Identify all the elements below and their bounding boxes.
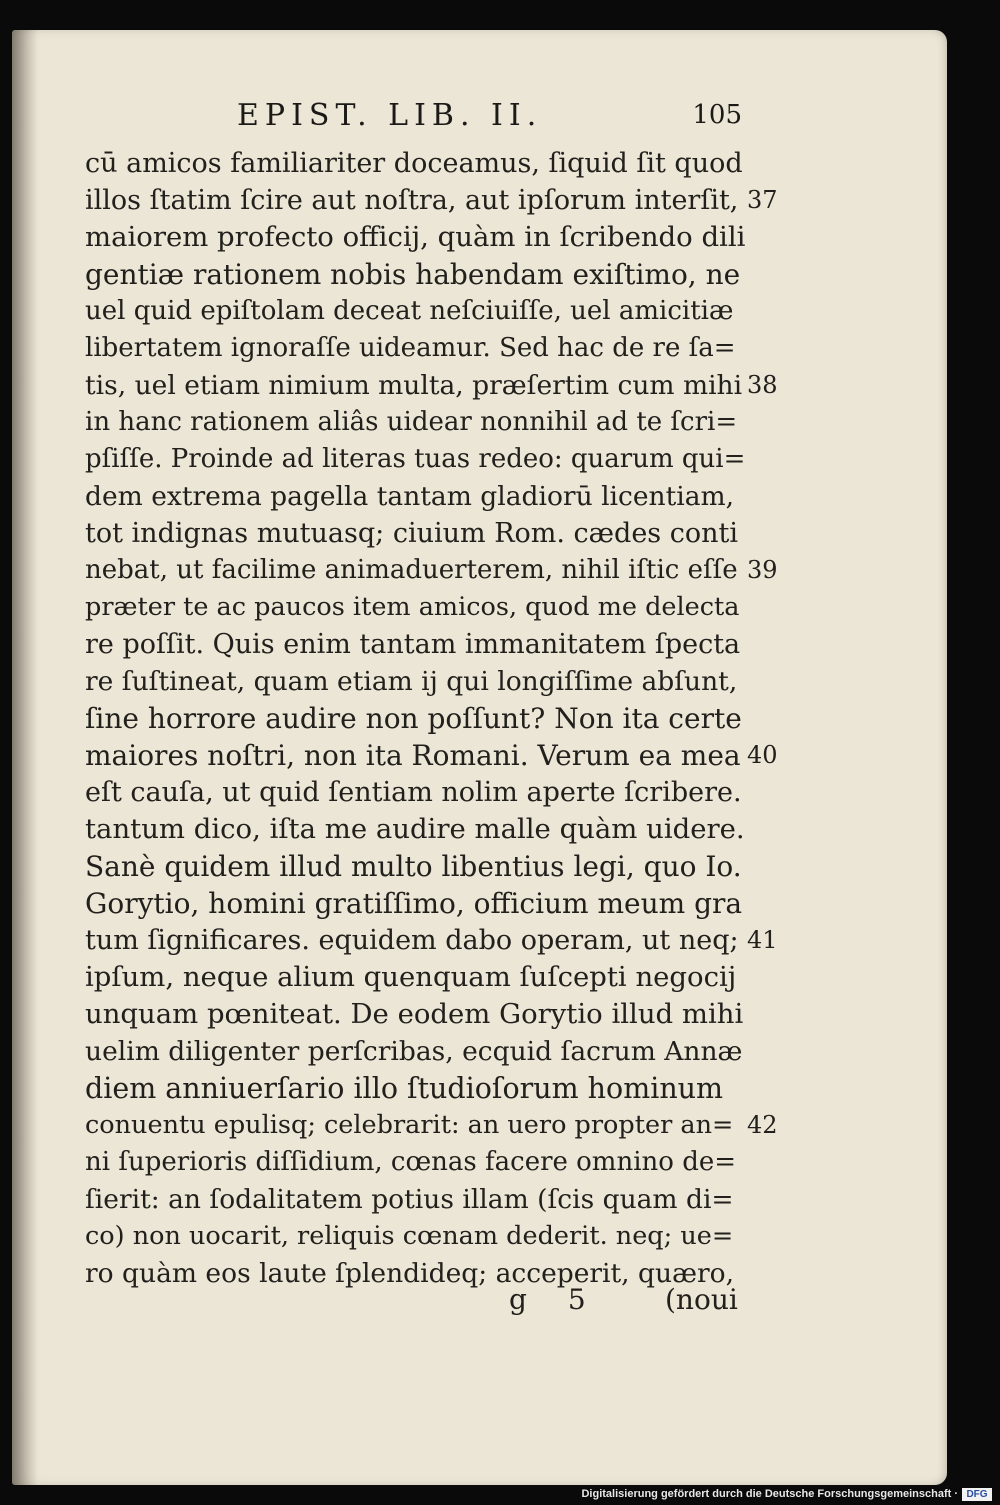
text-line: ſine horrore audire non poſſunt? Non ita certe <box>85 702 742 735</box>
text-line: unquam pœniteat. De eodem Gorytio illud mihi <box>85 998 744 1030</box>
text-line: Gorytio, homini gratiſſimo, officium meum gra <box>85 887 743 920</box>
text-line: ipſum, neque alium quenquam ſuſcepti negocij <box>85 961 737 993</box>
gutter-shadow <box>12 30 38 1485</box>
text-line: conuentu epulisq; celebrarit: an uero propter an= <box>85 1110 734 1140</box>
text-line: in hanc rationem aliâs uidear nonnihil ad te ſcri= <box>85 407 738 437</box>
text-line: illos ſtatim ſcire aut noſtra, aut ipſorum interſit, <box>85 185 739 216</box>
text-line: re ſuſtineat, quam etiam ij qui longiſſime abſunt, <box>85 666 738 697</box>
text-line: eſt cauſa, ut quid ſentiam nolim aperte ſcribere. <box>85 777 742 808</box>
text-line: ro quàm eos laute ſplendideq; acceperit, quæro, <box>85 1258 735 1289</box>
text-line: libertatem ignoraſſe uideamur. Sed hac de re ſa= <box>85 333 736 363</box>
text-line: maiores noſtri, non ita Romani. Verum ea mea <box>85 739 741 772</box>
margin-number: 38 <box>747 371 778 399</box>
text-line: uelim diligenter perſcribas, ecquid ſacrum Annæ <box>85 1036 743 1067</box>
text-line: ni ſuperioris diſſidium, cœnas facere omnino de= <box>85 1147 737 1177</box>
text-line: tot indignas mutuasq; ciuium Rom. cædes conti <box>85 518 738 549</box>
book-page <box>12 30 947 1485</box>
margin-number: 42 <box>747 1111 778 1139</box>
text-line: tis, uel etiam nimium multa, præſertim cum mihi <box>85 370 743 401</box>
text-line: uel quid epiſtolam deceat neſciuiſſe, uel amicitiæ <box>85 296 734 326</box>
page-number: 105 <box>692 100 742 130</box>
text-line: tum ſignificares. equidem dabo operam, ut neq; <box>85 925 739 956</box>
catchword: (noui <box>665 1283 738 1316</box>
body-text <box>85 145 746 1292</box>
margin-number: 39 <box>747 556 778 584</box>
margin-number: 41 <box>747 926 778 954</box>
text-line: nebat, ut facilime animaduerterem, nihil iſtic eſſe <box>85 555 738 585</box>
running-title: EPIST. LIB. II. <box>237 98 543 133</box>
text-line: gentiæ rationem nobis habendam exiſtimo, ne <box>85 258 741 291</box>
text-line: ſierit: an ſodalitatem potius illam (ſcis quam di= <box>85 1184 734 1215</box>
text-line: co) non uocarit, reliquis cœnam dederit. neq; ue= <box>85 1221 734 1251</box>
text-line: re poſſit. Quis enim tantam immanitatem ſpecta <box>85 629 741 660</box>
funding-credit: Digitalisierung gefördert durch die Deutsche Forschungsgemeinschaft · <box>581 1488 958 1500</box>
text-line: cū amicos familiariter doceamus, ſiquid ſit quod <box>85 148 743 179</box>
running-head <box>237 98 742 138</box>
signature-mark: g 5 <box>509 1283 602 1316</box>
text-line: Sanè quidem illud multo libentius legi, quo Io. <box>85 850 742 883</box>
text-line: diem anniuerſario illo ſtudioſorum hominum <box>85 1072 724 1105</box>
text-line: dem extrema pagella tantam gladiorū licentiam, <box>85 481 735 512</box>
text-line: maiorem profecto officij, quàm in ſcribendo dili <box>85 221 746 253</box>
margin-number: 40 <box>747 741 778 769</box>
text-line: pſiſſe. Proinde ad literas tuas redeo: quarum qui= <box>85 444 746 474</box>
text-line: tantum dico, iſta me audire malle quàm uidere. <box>85 813 745 845</box>
credit-bar <box>0 1485 1000 1505</box>
text-line: præter te ac paucos item amicos, quod me delecta <box>85 592 740 622</box>
margin-number: 37 <box>747 186 778 214</box>
dfg-logo-icon: DFG <box>962 1488 992 1501</box>
